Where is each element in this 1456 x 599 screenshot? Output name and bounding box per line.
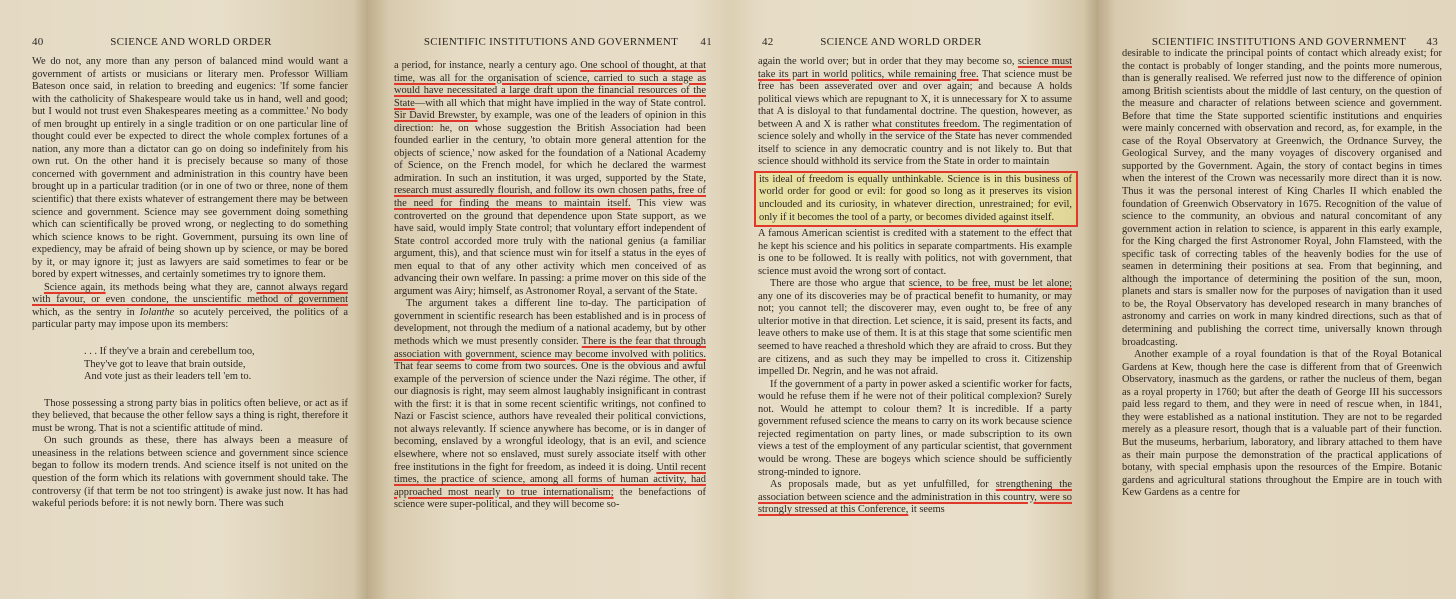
text-run: again the world over; but in order that they may become so, xyxy=(758,56,1018,67)
page-number: 43 xyxy=(1426,36,1438,48)
paragraph: Another example of a royal foundation is that of the Royal Botanical Gardens at Kew, though here the case is different from that of Greenwich Observatory, inasmuch as the gardens, or rather the nucleus of them, began as a royal property in 1760; but after the death of George III his successors paid less regard to them, and they were in need of rescue when, in 1841, they were established as a national institution. They are not to be regarded merely as a pleasure resort, though that is a valuable part of their function. But the museums, herbarium, laboratory, and library attached to them have as their main purpose the demonstration of the practical applications of botany, with special emphasis upon the resources of the Empire. Botanic gardens and agricultural stations throughout the Empire are in touch with Kew Gardens as a centre for xyxy=(1122,349,1442,499)
page-header xyxy=(32,36,350,50)
paragraph: On such grounds as these, there has always been a measure of uneasiness in the relations between science and government since science began to follow its modern trends. And science itself is not united on the question of the form which its relations with government should take. The controversy (if that term be not too stringent) is awake just now. It has had wakeful periods before: it is not newly born. There was such xyxy=(32,435,348,510)
text-run: its methods being what they are, xyxy=(105,281,257,293)
paragraph: A famous American scientist is credited with a statement to the effect that he kept his science and his politics in separate compartments. His example is one to be followed. It is really with politics, not with government, that science must avoid the wrong sort of contact. xyxy=(758,228,1072,277)
paragraph xyxy=(32,282,348,332)
paragraph xyxy=(394,298,706,511)
text-run: There are those who argue that xyxy=(770,278,909,290)
page-43 xyxy=(1098,0,1456,599)
underlined-passage: science, to be free, must be let alone; xyxy=(908,278,1072,290)
text-run: the benefactions of science were super-political, and they will become so- xyxy=(394,486,706,511)
paragraph: We do not, any more than any person of balanced mind would want a government of artists or musicians or literary men. Professor William Bateson once said, in relation to breeding and eugenics: 'If some fancier with the catholicity of Shakespeare would take us in hand, well and good; but I would not trust even Shakespeares meeting as a committee.' No body of men brought up entirely in a single tradition or on one particular line of thought could ever be expected to direct the whole complex fortunes of a nation, any more than a dictator can go on doing so indefinitely from his own rut. On the other hand it is precisely because so many of those concerned with government and administration in this country have been brought up in a particular tradition (or in one of two or three, none of them scientific) that there exists whatever of estrangement there may be between science and government. Science may see government doing something which can scientifically be proved wrong, or neglecting to do something which science knows to be right. Government, pursuing its own line of expediency, may be afraid of being shown up by science, or may be bored by it, or may ignore it; just as lawyers are said sometimes to fear or be bored by expert witnesses, and certainly sometimes try to ignore them. xyxy=(32,56,348,281)
paragraph: desirable to indicate the principal points of contact which already exist; for the contact is probably of longer standing, and the points more numerous, than is generally realised. We referred just now to the difference of opinion among British scientists about the middle of last century, on the question of the measure and character of relations between science and government. Before that time the State supported scientific institutions and enquiries were mainly concerned with observation and record, as, for example, in the case of the Royal Observatory at Greenwich, the Ordnance Survey, the Geological Survey, and the many voyages of discovery organised and supported by the Government. Again, the story of contact begins in times when the interest of the Crown was necessarily more direct than it is now. Thus it was the personal interest of King Charles II which enabled the foundation of Greenwich Observatory in 1675. Recognition of the value of science to the community, an obvious and natural concomitant of any government action in relation to science, is apparent in this early example, for the King charged the first Astronomer Royal, John Flamsteed, with the specific task of correcting tables of the heavenly bodies for the use of seamen in determining their positions at sea. From that beginning, and although the importance of determining the position of the sun, moon, planets and stars is smaller now for the purposes of navigation than it used to be, the Royal Observatory has developed research in many branches of astronomy and carries on work in many kindred directions, such as that of determining and publishing the correct time, universally known through broadcasting. xyxy=(1122,48,1442,348)
page-body xyxy=(32,56,348,511)
paragraph xyxy=(758,278,1072,378)
running-title: SCIENTIFIC INSTITUTIONS AND GOVERNMENT xyxy=(423,36,679,48)
page-header xyxy=(400,36,712,50)
text-run: —with all which that might have implied in the way of State control. xyxy=(414,97,706,109)
page-number: 42 xyxy=(762,36,774,48)
text-run: by example, was one of the leaders of opinion in this direction: he, on whose suggestion the British Association had been founded earlier in the century, 'to obtain more general attention for the objects of science,' now asked for the foundation of a National Academy of Science, on the French model, for which he declared the warmest admiration. In such an institution, it was urged, supported by the State, xyxy=(394,110,706,184)
verse-line: . . . If they've a brain and cerebellum too, xyxy=(84,346,255,358)
text-run: As proposals made, but as yet unfulfilled, for xyxy=(770,479,996,491)
text-run: This view was controverted on the ground that dependence upon State support, as we have said, would imply State control; that voluntary effort independent of State control accorded more truly with the national genius (a familiar argument, this), and that science must win for itself a status in the eyes of men equal to that of any other activity which men conceived of as advancing their own welfare. In passing: a prime mover on this side of the argument was Airy; himself, as Astronomer Royal, a servant of the State. xyxy=(394,198,707,297)
text-run: That fear seems to come from two sources. One is the obvious and awful example of the perversion of science under the Nazi régime. The other, if our diagnosis is right, may seem almost laughably insignificant in contrast with the first: it is that in some recent scientific writings, not confined to Nazi or Fascist science, authors have revealed their political convictions, not always relevantly. If science anywhere has become, or is in danger of becoming, enslaved by a wrongful ideology, that is an evil, and science elsewhere, where not so enslaved, must surely associate itself with other free institutions in the fight for freedom, as indeed it is doing. xyxy=(394,361,706,473)
page-41 xyxy=(368,0,730,599)
page-header xyxy=(762,36,1080,50)
page-number: 41 xyxy=(700,36,712,48)
text-run: it seems xyxy=(908,504,945,516)
page-40 xyxy=(0,0,368,599)
text-run: That science must be free has been asseverated over and over again; and because A holds political views which are repugnant to X, it is unnecessary for X to assume that A is disloyal to that fundamental doctrine. The question, however, as between A and X is rather xyxy=(758,68,1072,130)
running-title: SCIENCE AND WORLD ORDER xyxy=(110,36,272,48)
text-run: any one of its discoveries may be of practical benefit to humanity, or may not; you cannot tell; the discoverer may, even ought to, be free of any ulterior motive in that direction. Let science, it is said, present its facts, and leave others to make use of them. It is at this stage that some scientific men seemed to have reached a threshold which they are afraid to cross. But they are citizens, and as such they may be impelled to cross it. Citizenship impelled Dr. Negrin, and he was not afraid. xyxy=(758,290,1072,378)
verse-quotation xyxy=(84,346,348,384)
page-body xyxy=(394,60,706,512)
underlined-passage: Science again, xyxy=(44,281,106,293)
paragraph xyxy=(758,56,1072,169)
page-body xyxy=(1122,48,1442,500)
underlined-passage: strengthening the association between science and the administration in this country, were so strongly stressed at this Conference, xyxy=(758,479,1072,516)
underlined-passage: Until recent times, the practice of science, among all forms of human activity, had approached most nearly to true internationalism; xyxy=(394,461,706,498)
underlined-passage: There is the fear that through association with government, science may become involved with politics. xyxy=(394,336,707,360)
underlined-passage: science must take its part in world politics, while remaining free. xyxy=(758,56,1072,80)
underlined-passage: research must assuredly flourish, and follow its own chosen paths, free of the need for finding the means to maintain itself. xyxy=(394,185,706,210)
page-42 xyxy=(730,0,1098,599)
text-run: which, as the sentry in xyxy=(32,306,140,318)
paragraph: Those possessing a strong party bias in politics often believe, or act as if they believed, that because the other fellow says a thing is right, therefore it must be wrong. That is not a scientific attitude of mind. xyxy=(32,397,348,434)
underlined-passage: One school of thought, at that time, was all for the organisation of science, carried to such a stage as would have necessitated a large draft upon the financial resources of the State xyxy=(394,60,706,109)
running-title: SCIENCE AND WORLD ORDER xyxy=(820,36,982,48)
italic-title: Iolanthe xyxy=(139,306,175,318)
underlined-passage: what constitutes freedom. xyxy=(871,118,981,130)
underlined-passage: cannot always regard with favour, or even condone, the unscientific method of government xyxy=(32,281,348,306)
paragraph xyxy=(758,479,1072,517)
paragraph: If the government of a party in power asked a scientific worker for facts, would he refuse them if he were not of their political complexion? Surely not. Would he attempt to colour them? It is incredible. If a party government refused science the means to carry on its work because science rejected regimentation on party lines, or made subscription to its own views a test of the employment of any particular scientist, that government would be wrong. These are bogeys which science should be sufficiently strong-minded to ignore. xyxy=(758,378,1072,478)
paragraph xyxy=(394,60,706,298)
highlighted-boxed-passage: its ideal of freedom is equally unthinkable. Science is in this business of world order for good or evil: for good so long as it preserves its vision unclouded and its curiosity, in whatever direction, unrestrained; for evil, only if it becomes the tool of a party, or becomes divided against itself. xyxy=(754,171,1078,227)
verse-line: And vote just as their leaders tell 'em to. xyxy=(84,371,252,383)
running-title: SCIENTIFIC INSTITUTIONS AND GOVERNMENT xyxy=(1151,36,1407,48)
page-body xyxy=(758,56,1072,517)
verse-line: They've got to leave that brain outside, xyxy=(84,358,246,370)
text-run: a period, for instance, nearly a century ago. xyxy=(394,60,581,71)
underlined-passage: Sir David Brewster, xyxy=(394,110,478,122)
text-run: The argument takes a different line to-day. The participation of government in scientific research has been established and is in process of development, not through the medium of a national academy, but by other methods which we must presently consider. xyxy=(394,298,706,348)
page-number: 40 xyxy=(32,36,44,48)
text-run: so acutely perceived, the politics of a particular party may impose upon its members: xyxy=(32,306,348,331)
text-run: The regimentation of science solely and wholly in the service of the State has never commended itself to science in any democratic country and is not likely to. But that science should withhold its service from the State in order to maintain xyxy=(758,118,1072,168)
